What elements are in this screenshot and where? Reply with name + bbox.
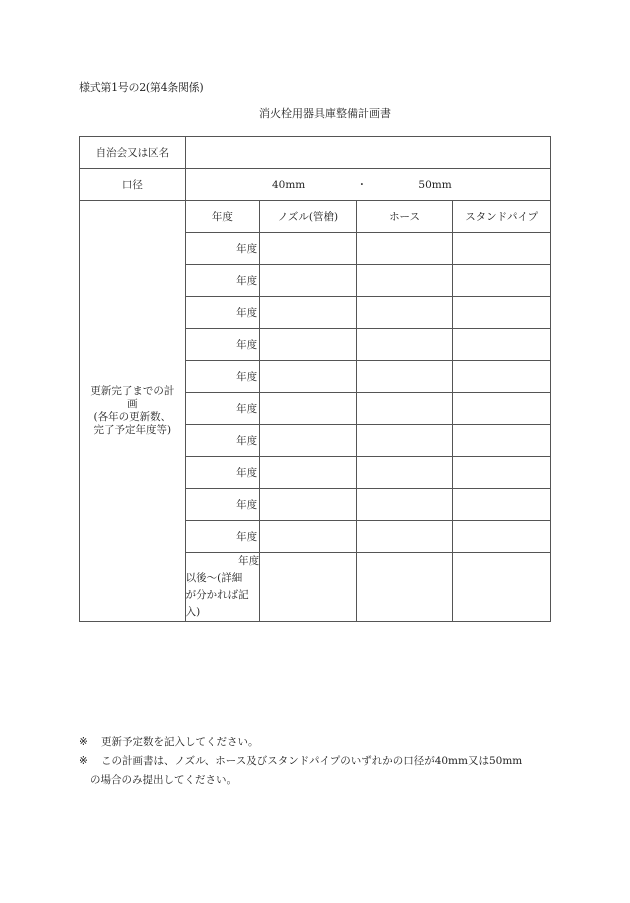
note-text: この計画書は、ノズル、ホース及びスタンドパイプのいずれかの口径が40mm又は50mm bbox=[101, 755, 523, 767]
plan-label-line: 画 bbox=[127, 398, 138, 410]
nozzle-cell[interactable] bbox=[260, 457, 357, 489]
nozzle-cell[interactable] bbox=[260, 553, 357, 622]
caliber-separator: ・ bbox=[356, 179, 368, 191]
hose-cell[interactable] bbox=[356, 361, 453, 393]
year-cell[interactable]: 年度 bbox=[185, 265, 259, 297]
hose-cell[interactable] bbox=[356, 297, 453, 329]
nozzle-cell[interactable] bbox=[260, 521, 357, 553]
note-mark: ※ bbox=[79, 736, 88, 748]
association-row bbox=[80, 137, 551, 169]
plan-label-line: (各年の更新数、 bbox=[93, 411, 172, 423]
nozzle-cell[interactable] bbox=[260, 393, 357, 425]
standpipe-cell[interactable] bbox=[453, 553, 551, 622]
document-title: 消火栓用器具庫整備計画書 bbox=[259, 107, 391, 120]
year-cell[interactable]: 年度 bbox=[185, 233, 259, 265]
standpipe-cell[interactable] bbox=[453, 361, 551, 393]
hose-cell[interactable] bbox=[356, 425, 453, 457]
standpipe-cell[interactable] bbox=[453, 265, 551, 297]
nozzle-cell[interactable] bbox=[260, 425, 357, 457]
nozzle-cell[interactable] bbox=[260, 489, 357, 521]
standpipe-cell[interactable] bbox=[453, 425, 551, 457]
year-cell[interactable]: 年度 bbox=[185, 329, 259, 361]
hose-cell[interactable] bbox=[356, 265, 453, 297]
note-text: 更新予定数を記入してください。 bbox=[101, 736, 259, 748]
year-cell[interactable]: 年度 bbox=[185, 521, 259, 553]
nozzle-cell[interactable] bbox=[260, 297, 357, 329]
year-cell[interactable]: 年度 bbox=[185, 457, 259, 489]
year-cell[interactable]: 年度 bbox=[185, 393, 259, 425]
header-standpipe: スタンドパイプ bbox=[453, 201, 551, 233]
standpipe-cell[interactable] bbox=[453, 297, 551, 329]
association-label: 自治会又は区名 bbox=[80, 137, 186, 169]
hose-cell[interactable] bbox=[356, 393, 453, 425]
note-item bbox=[79, 752, 559, 771]
caliber-label: 口径 bbox=[80, 169, 186, 201]
maintenance-plan-table bbox=[79, 136, 551, 622]
standpipe-cell[interactable] bbox=[453, 329, 551, 361]
nozzle-cell[interactable] bbox=[260, 233, 357, 265]
nozzle-cell[interactable] bbox=[260, 329, 357, 361]
standpipe-cell[interactable] bbox=[453, 393, 551, 425]
standpipe-cell[interactable] bbox=[453, 457, 551, 489]
later-years-line: 年度 bbox=[238, 555, 260, 567]
plan-label-line: 更新完了までの計 bbox=[90, 385, 175, 397]
plan-label-line: 完了予定年度等) bbox=[93, 424, 172, 436]
header-year: 年度 bbox=[185, 201, 259, 233]
later-years-line: が分かれば記 bbox=[185, 589, 249, 601]
hose-cell[interactable] bbox=[356, 553, 453, 622]
nozzle-cell[interactable] bbox=[260, 265, 357, 297]
year-cell[interactable]: 年度 bbox=[185, 361, 259, 393]
nozzle-cell[interactable] bbox=[260, 361, 357, 393]
hose-cell[interactable] bbox=[356, 521, 453, 553]
form-number: 様式第1号の2(第4条関係) bbox=[79, 81, 204, 94]
caliber-option-50[interactable]: 50mm bbox=[418, 179, 452, 191]
association-input[interactable] bbox=[185, 137, 550, 169]
hose-cell[interactable] bbox=[356, 457, 453, 489]
note-item-continuation bbox=[79, 771, 559, 790]
note-text: の場合のみ提出してください。 bbox=[90, 774, 237, 786]
later-years-line: 以後～(詳細 bbox=[185, 572, 243, 584]
hose-cell[interactable] bbox=[356, 489, 453, 521]
note-item bbox=[79, 733, 559, 752]
year-cell[interactable]: 年度 bbox=[185, 425, 259, 457]
year-cell[interactable]: 年度 bbox=[185, 297, 259, 329]
hose-cell[interactable] bbox=[356, 233, 453, 265]
later-years-cell[interactable] bbox=[185, 553, 259, 622]
caliber-option-40[interactable]: 40mm bbox=[271, 179, 306, 191]
header-row bbox=[80, 201, 551, 233]
standpipe-cell[interactable] bbox=[453, 233, 551, 265]
standpipe-cell[interactable] bbox=[453, 489, 551, 521]
caliber-options bbox=[185, 169, 550, 201]
header-nozzle: ノズル(管槍) bbox=[260, 201, 357, 233]
standpipe-cell[interactable] bbox=[453, 521, 551, 553]
notes bbox=[79, 733, 559, 790]
year-cell[interactable]: 年度 bbox=[185, 489, 259, 521]
plan-label bbox=[80, 201, 186, 622]
caliber-row bbox=[80, 169, 551, 201]
later-years-line: 入) bbox=[185, 606, 201, 618]
header-hose: ホース bbox=[356, 201, 453, 233]
note-mark: ※ bbox=[79, 755, 88, 767]
hose-cell[interactable] bbox=[356, 329, 453, 361]
